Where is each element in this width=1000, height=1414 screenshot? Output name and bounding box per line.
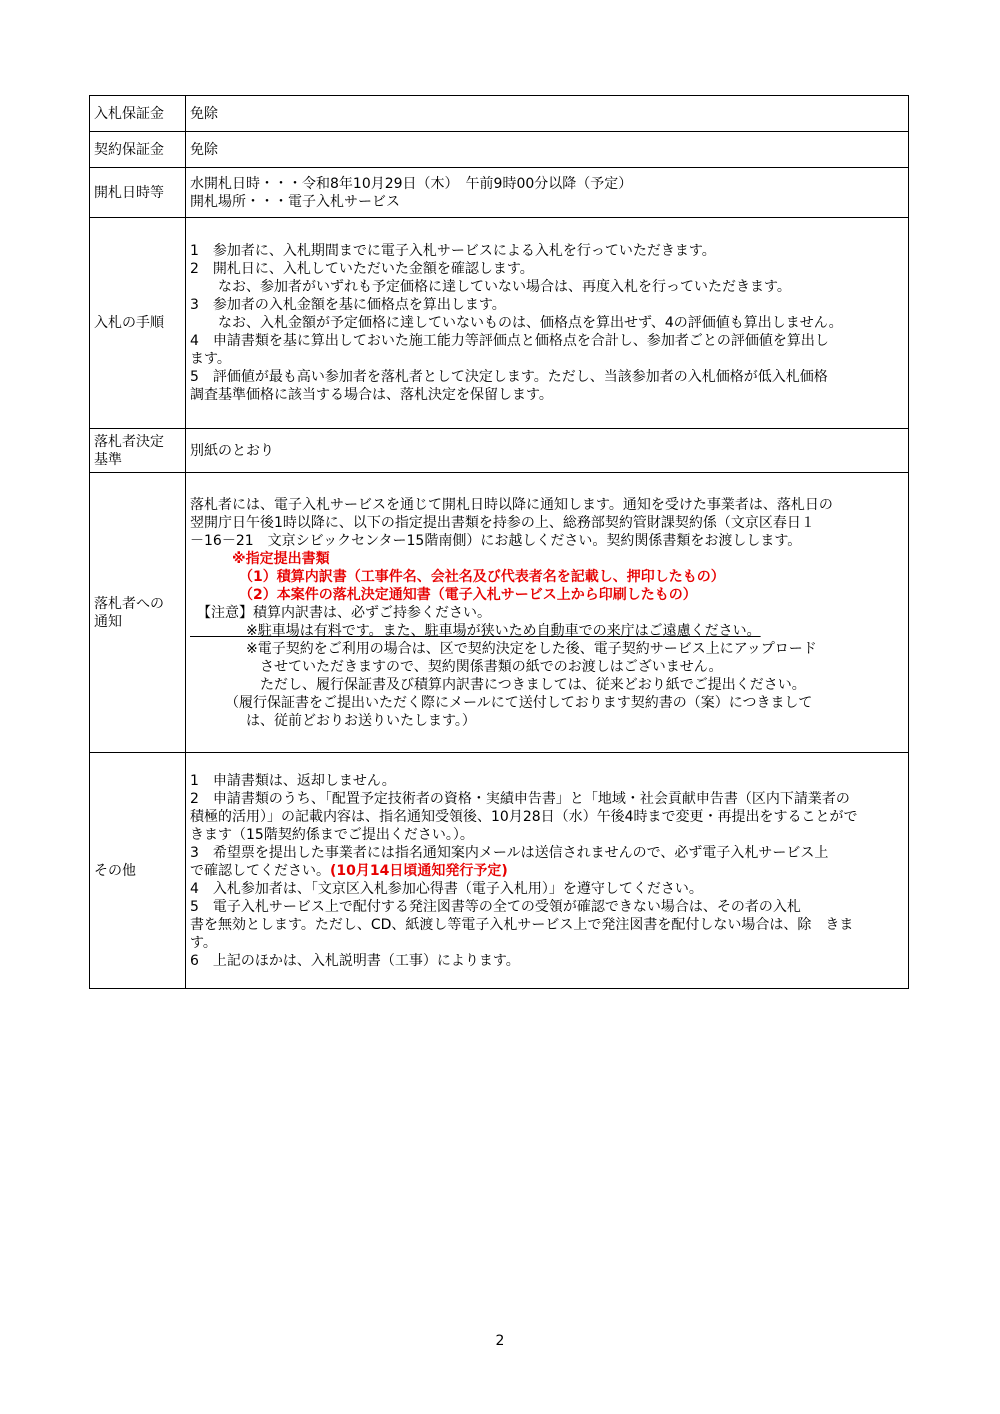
row-winner-notice bbox=[90, 473, 909, 753]
row-bid-bond bbox=[90, 96, 909, 132]
content-line: させていただきますので、契約関係書類の紙でのお渡しはございません。 bbox=[190, 658, 723, 675]
content-line: 【注意】積算内訳書は、必ずご持参ください。 bbox=[190, 604, 491, 621]
content-line: （履行保証書をご提出いただく際にメールにて送付しております契約書の（案）につきまして bbox=[190, 694, 813, 711]
content-line: 3 希望票を提出した事業者には指名通知案内メールは送信されませんので、必ず電子入札サービス上 bbox=[190, 844, 829, 861]
content-line: 1 参加者に、入札期間までに電子入札サービスによる入札を行っていただきます。 bbox=[190, 243, 716, 259]
content-line: 5 評価値が最も高い参加者を落札者として決定します。ただし、当該参加者の入札価格が低入札価格 bbox=[190, 369, 828, 385]
label-line: 基準 bbox=[94, 451, 122, 468]
content-line: 開札場所・・・電子入札サービス bbox=[190, 193, 400, 210]
row-content bbox=[186, 168, 909, 218]
content-line: －16－21 文京シビックセンター15階南側）にお越しください。契約関係書類をお渡しします。 bbox=[190, 532, 802, 549]
content-line: 6 上記のほかは、入札説明書（工事）によります。 bbox=[190, 952, 520, 969]
row-content bbox=[186, 473, 909, 753]
content-line: 落札者には、電子入札サービスを通じて開札日時以降に通知します。通知を受けた事業者は、落札日の bbox=[190, 496, 833, 513]
row-label bbox=[90, 473, 186, 753]
label-line: 落札者決定 bbox=[94, 433, 164, 450]
content-line: 積極的活用）」の記載内容は、指名通知受領後、10月28日（水）午後4時まで変更・再提出をすることがで bbox=[190, 808, 858, 825]
content-line bbox=[190, 862, 904, 880]
content-line: 4 入札参加者は、「文京区入札参加心得書（電子入札用）」を遵守してください。 bbox=[190, 880, 703, 897]
content-line: 水開札日時・・・令和8年10月29日（木） 午前9時00分以降（予定） bbox=[190, 175, 633, 192]
content-line: 翌開庁日午後1時以降に、以下の指定提出書類を持参の上、総務部契約管財課契約係（文京区春日１ bbox=[190, 514, 815, 531]
row-award-criteria bbox=[90, 429, 909, 473]
content-line: ます。 bbox=[190, 351, 231, 367]
content-line: 1 申請書類は、返却しません。 bbox=[190, 772, 396, 789]
content-line-highlight: （1）積算内訳書（工事件名、会社名及び代表者名を記載し、押印したもの） bbox=[190, 568, 725, 585]
content-line-highlight: （2）本案件の落札決定通知書（電子入札サービス上から印刷したもの） bbox=[190, 586, 697, 603]
content-line: きます（15階契約係までご提出ください。）。 bbox=[190, 826, 474, 843]
label-line: 落札者への bbox=[94, 595, 164, 612]
row-label: 契約保証金 bbox=[90, 132, 186, 168]
row-contract-bond bbox=[90, 132, 909, 168]
content-line-underlined: ※駐車場は有料です。また、駐車場が狭いため自動車での来庁はご遠慮ください。 bbox=[190, 622, 761, 639]
content-line: は、従前どおりお送りいたします。） bbox=[190, 712, 476, 729]
row-bid-procedure bbox=[90, 218, 909, 429]
content-line: 調査基準価格に該当する場合は、落札決定を保留します。 bbox=[190, 387, 553, 403]
row-other bbox=[90, 753, 909, 989]
row-label: 入札保証金 bbox=[90, 96, 186, 132]
content-line-highlight: ※指定提出書類 bbox=[190, 550, 330, 567]
bid-info-table bbox=[89, 95, 909, 989]
content-text: で確認してください。 bbox=[190, 862, 330, 879]
content-line: なお、参加者がいずれも予定価格に達していない場合は、再度入札を行っていただきます。 bbox=[190, 279, 791, 295]
row-content bbox=[186, 753, 909, 989]
row-opening-datetime bbox=[90, 168, 909, 218]
row-label: 開札日時等 bbox=[90, 168, 186, 218]
row-label: その他 bbox=[90, 753, 186, 989]
content-line: す。 bbox=[190, 934, 217, 951]
content-line: 2 開札日に、入札していただいた金額を確認します。 bbox=[190, 261, 534, 277]
content-line: 4 申請書類を基に算出しておいた施工能力等評価点と価格点を合計し、参加者ごとの評価値を算出し bbox=[190, 333, 829, 349]
page-number: 2 bbox=[495, 1333, 505, 1349]
row-content bbox=[186, 218, 909, 429]
content-line: ※電子契約をご利用の場合は、区で契約決定をした後、電子契約サービス上にアップロード bbox=[190, 640, 817, 657]
content-line: 2 申請書類のうち、「配置予定技術者の資格・実績申告書」と「地域・社会貢献申告書（区内下請業者の bbox=[190, 790, 850, 807]
content-line: なお、入札金額が予定価格に達していないものは、価格点を算出せず、4の評価値も算出しません。 bbox=[190, 315, 843, 331]
row-label: 入札の手順 bbox=[90, 218, 186, 429]
label-line: 通知 bbox=[94, 613, 122, 630]
row-content: 免除 bbox=[186, 96, 909, 132]
content-line: 3 参加者の入札金額を基に価格点を算出します。 bbox=[190, 297, 506, 313]
notice-date-highlight: (10月14日頃通知発行予定) bbox=[330, 862, 508, 879]
content-line: 書を無効とします。ただし、CD、紙渡し等電子入札サービス上で発注図書を配付しない場合は、除 きま bbox=[190, 916, 854, 933]
row-content: 別紙のとおり bbox=[186, 429, 909, 473]
row-content: 免除 bbox=[186, 132, 909, 168]
content-line: ただし、履行保証書及び積算内訳書につきましては、従来どおり紙でご提出ください。 bbox=[190, 676, 806, 693]
content-line: 5 電子入札サービス上で配付する発注図書等の全ての受領が確認できない場合は、その者の入札 bbox=[190, 898, 801, 915]
row-label bbox=[90, 429, 186, 473]
